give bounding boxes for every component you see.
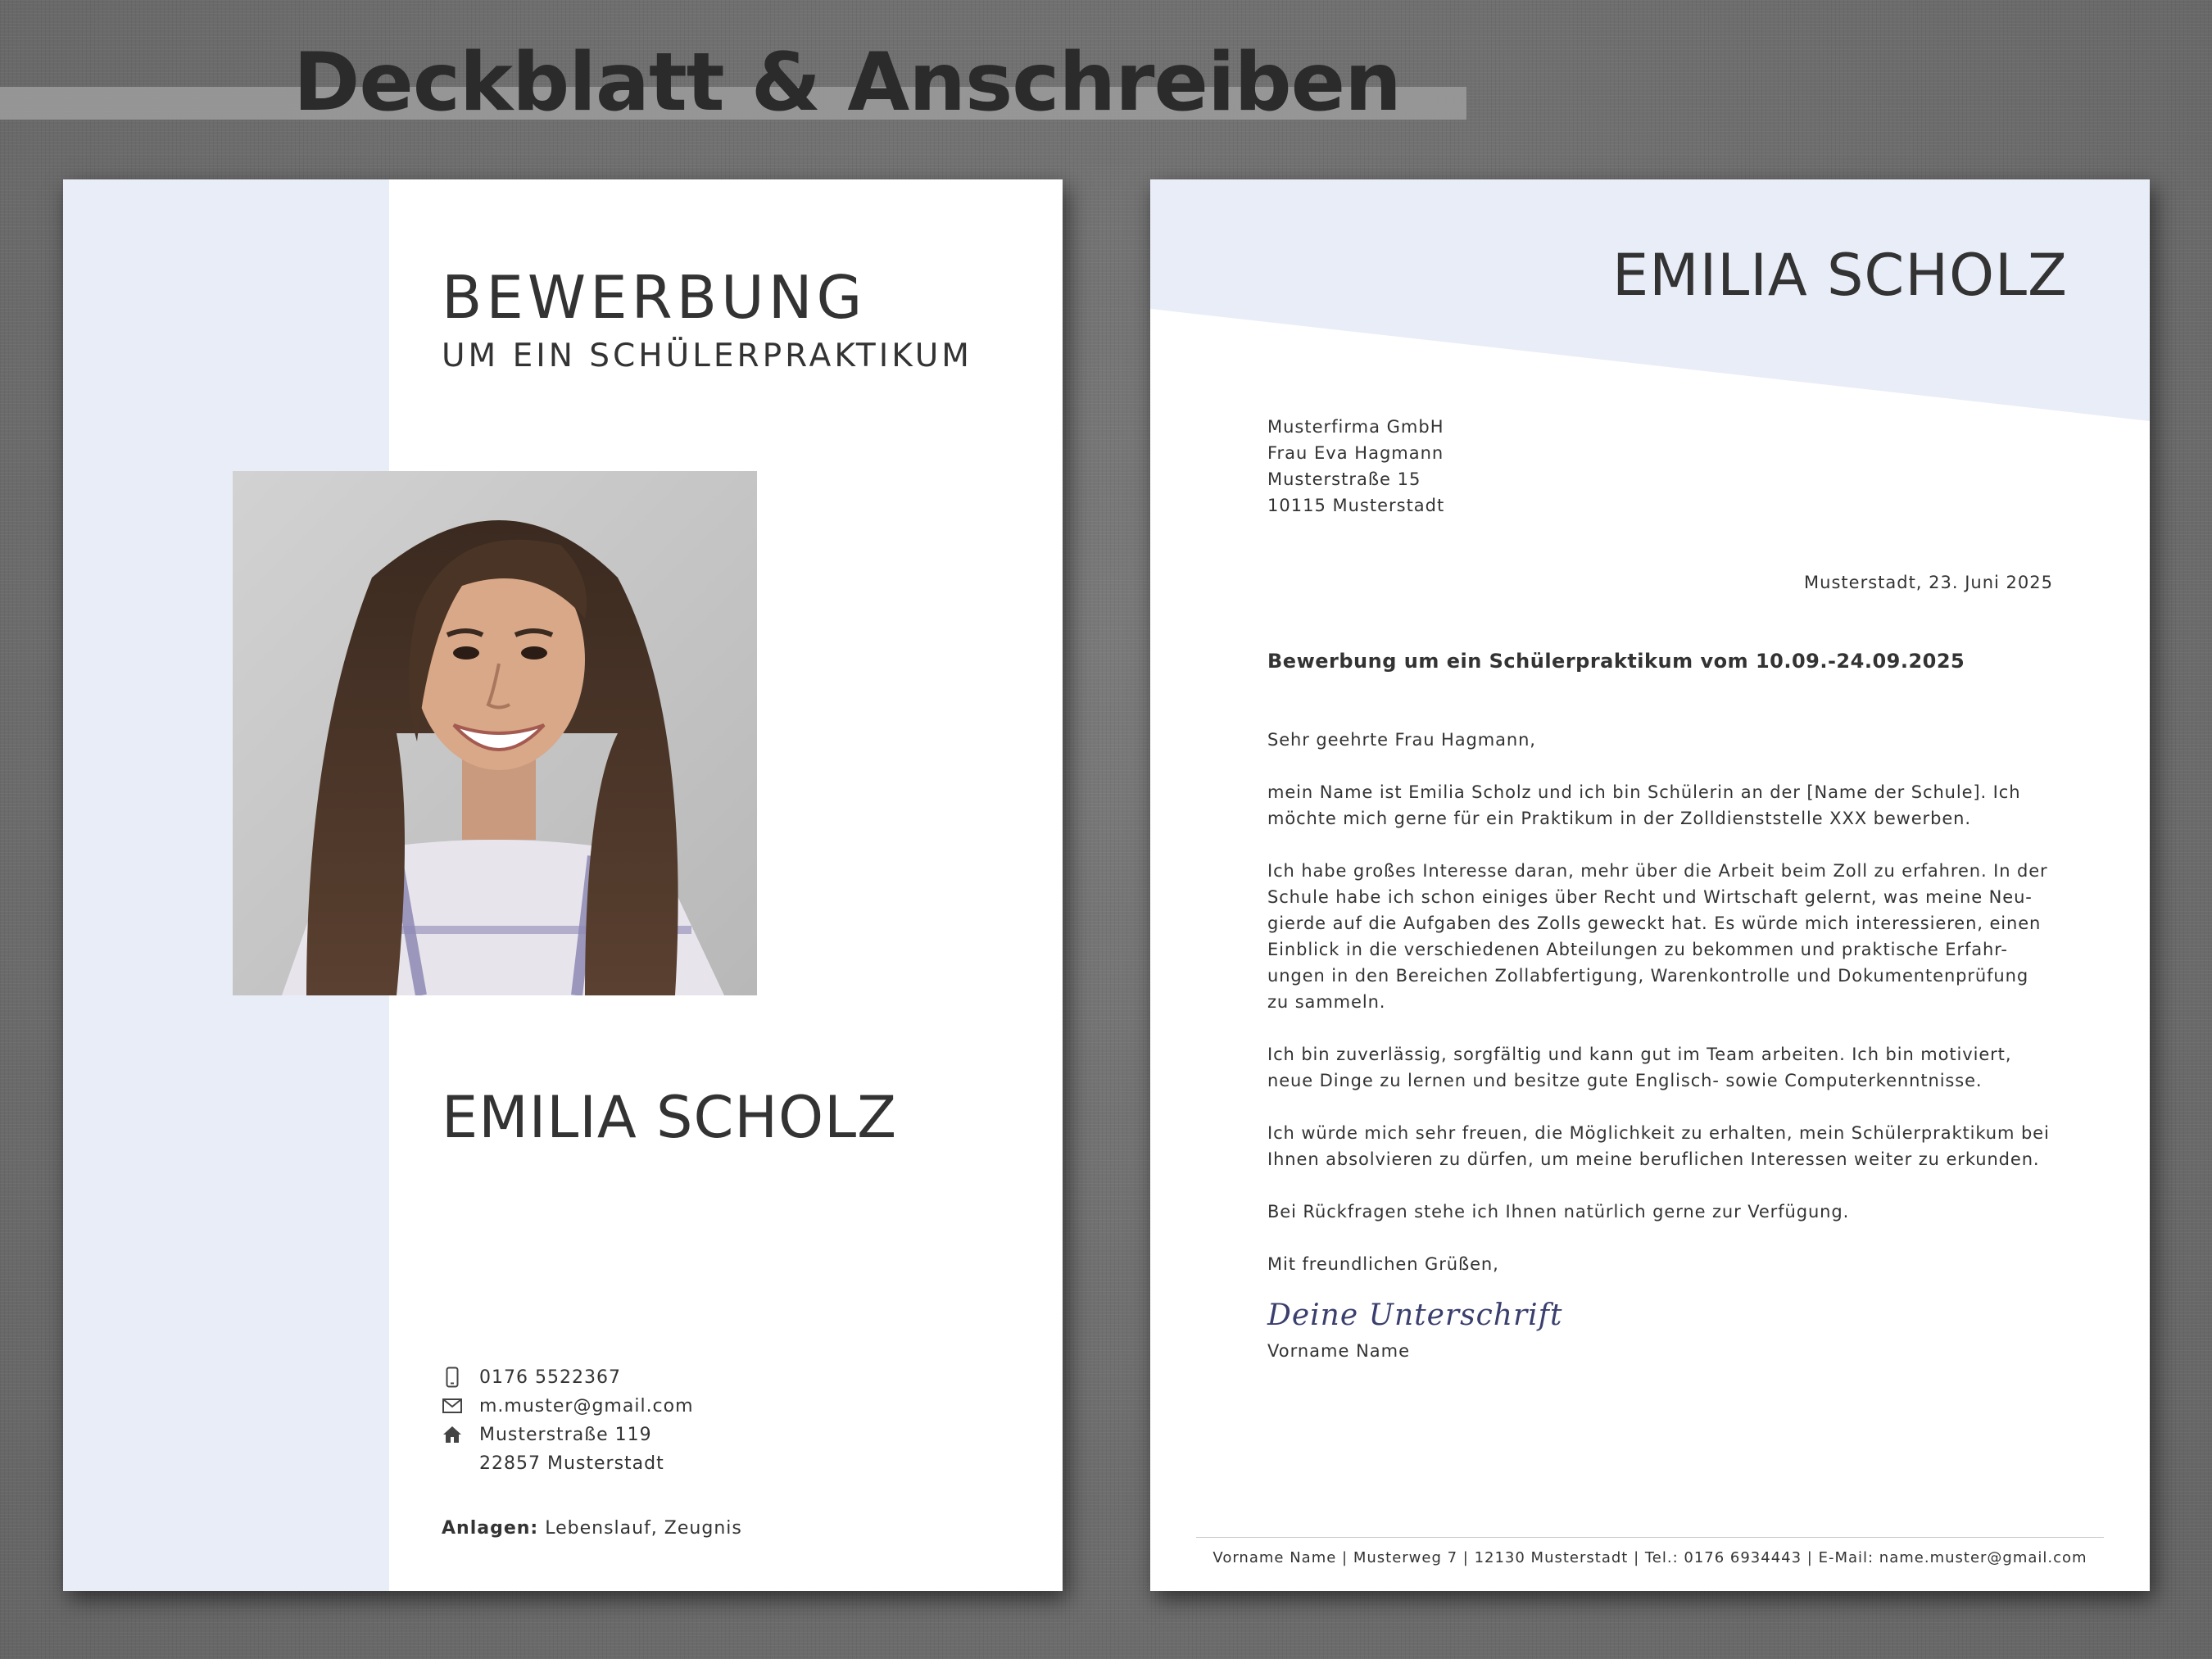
text-line: neue Dinge zu lernen und besitze gute Englisch- sowie Computerkenntnisse. xyxy=(1267,1071,1983,1090)
text-line: Ich würde mich sehr freuen, die Möglichkeit zu erhalten, mein Schülerpraktikum bei xyxy=(1267,1123,2050,1143)
contact-street xyxy=(442,1421,652,1448)
paragraph xyxy=(1267,858,2054,1015)
recipient-line: Musterstraße 15 xyxy=(1267,469,1421,489)
letter-name: EMILIA SCHOLZ xyxy=(1611,242,2068,309)
text-line: möchte mich gerne für ein Praktikum in der Zolldienststelle XXX bewerben. xyxy=(1267,809,1971,828)
phone-icon xyxy=(442,1367,463,1388)
paragraph xyxy=(1267,1120,2054,1172)
banner-title: Deckblatt & Anschreiben xyxy=(293,36,1401,129)
closing: Mit freundlichen Grüßen, xyxy=(1267,1254,1499,1274)
paragraph xyxy=(1267,779,2054,832)
contact-phone xyxy=(442,1363,621,1391)
text-line: Bei Rückfragen stehe ich Ihnen natürlich gerne zur Verfügung. xyxy=(1267,1202,1850,1222)
text-line: Ich habe großes Interesse daran, mehr über die Arbeit beim Zoll zu erfahren. In der xyxy=(1267,861,2048,881)
letter-page xyxy=(1150,179,2150,1591)
recipient-line: Frau Eva Hagmann xyxy=(1267,443,1444,463)
cover-title: BEWERBUNG xyxy=(442,263,867,332)
text-line: Einblick in die verschiedenen Abteilungen zu bekommen und praktische Erfahr- xyxy=(1267,940,2008,959)
text-line: ungen in den Bereichen Zollabfertigung, Warenkontrolle und Dokumentenprüfung xyxy=(1267,966,2029,986)
attachments-label: Anlagen: xyxy=(442,1518,539,1539)
cover-subtitle: UM EIN SCHÜLERPRAKTIKUM xyxy=(442,338,972,374)
letter-subject: Bewerbung um ein Schülerpraktikum vom 10.09.-24.09.2025 xyxy=(1267,650,1965,673)
city-address: 22857 Musterstadt xyxy=(479,1453,664,1474)
cover-name: EMILIA SCHOLZ xyxy=(442,1084,898,1151)
recipient-line: Musterfirma GmbH xyxy=(1267,417,1444,437)
signature: Deine Unterschrift xyxy=(1267,1299,1563,1332)
phone-number: 0176 5522367 xyxy=(479,1367,621,1388)
email-address: m.muster@gmail.com xyxy=(479,1395,694,1416)
home-icon xyxy=(442,1424,463,1445)
contact-city xyxy=(442,1449,664,1477)
letter-footer: Vorname Name | Musterweg 7 | 12130 Musterstadt | Tel.: 0176 6934443 | E-Mail: name.muster@gmail.com xyxy=(1213,1549,2087,1566)
attachments xyxy=(442,1518,742,1539)
letter-date: Musterstadt, 23. Juni 2025 xyxy=(1804,573,2053,592)
cover-page xyxy=(63,179,1063,1591)
contact-email xyxy=(442,1392,694,1420)
text-line: Schule habe ich schon einiges über Recht und Wirtschaft gelernt, was meine Neu- xyxy=(1267,887,2033,907)
paragraph xyxy=(1267,1199,2054,1225)
paragraph xyxy=(1267,1041,2054,1094)
street-address: Musterstraße 119 xyxy=(479,1424,652,1445)
recipient-line: 10115 Musterstadt xyxy=(1267,496,1445,515)
text-line: Ich bin zuverlässig, sorgfältig und kann gut im Team arbeiten. Ich bin motiviert, xyxy=(1267,1045,2012,1064)
text-line: mein Name ist Emilia Scholz und ich bin Schülerin an der [Name der Schule]. Ich xyxy=(1267,782,2021,802)
footer-divider xyxy=(1196,1537,2104,1538)
text-line: gierde auf die Aufgaben des Zolls geweckt hat. Es würde mich interessieren, einen xyxy=(1267,913,2042,933)
mail-icon xyxy=(442,1395,463,1416)
text-line: zu sammeln. xyxy=(1267,992,1386,1012)
text-line: Ihnen absolvieren zu dürfen, um meine beruflichen Interessen weiter zu erkunden. xyxy=(1267,1149,2040,1169)
salutation: Sehr geehrte Frau Hagmann, xyxy=(1267,730,1536,750)
signer-name: Vorname Name xyxy=(1267,1341,1411,1361)
recipient-address xyxy=(1267,414,1444,519)
letter-body xyxy=(1267,727,2054,1303)
portrait-illustration xyxy=(233,471,757,995)
applicant-photo xyxy=(233,471,757,995)
attachments-list: Lebenslauf, Zeugnis xyxy=(545,1518,742,1539)
